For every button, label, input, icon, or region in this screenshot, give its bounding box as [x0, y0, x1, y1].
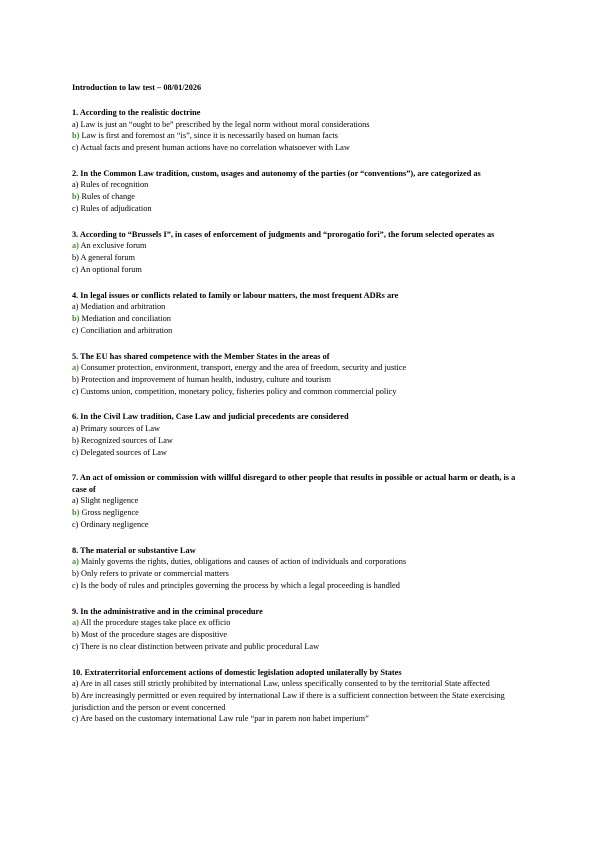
option-letter: a) — [72, 119, 79, 129]
option-text: There is no clear distinction between private and public procedural Law — [80, 641, 320, 651]
answer-option-b — [72, 435, 532, 447]
option-letter: b) — [72, 629, 79, 639]
option-text: Protection and improvement of human health, industry, culture and tourism — [81, 374, 331, 384]
question-1 — [72, 107, 532, 154]
answer-option-a — [72, 495, 532, 507]
option-text: Consumer protection, environment, transport, energy and the area of freedom, security and justice — [81, 363, 407, 373]
option-text: An exclusive forum — [80, 241, 147, 251]
option-letter: c) — [72, 325, 79, 335]
correct-answer-letter: a) — [72, 557, 79, 567]
option-letter: b) — [72, 435, 79, 445]
option-text: Are in all cases still strictly prohibited by international Law, unless specifically consented to by the territorial State affected — [80, 679, 490, 689]
option-text: Slight negligence — [80, 496, 139, 506]
answer-option-a — [72, 119, 532, 131]
option-text: Delegated sources of Law — [80, 447, 167, 457]
answer-option-a — [72, 301, 532, 313]
option-text: Only refers to private or commercial matters — [81, 569, 229, 579]
option-letter: c) — [72, 386, 79, 396]
question-9 — [72, 606, 532, 653]
option-letter: c) — [72, 714, 79, 724]
option-letter: a) — [72, 423, 79, 433]
answer-option-a — [72, 240, 532, 252]
question-statement: . According to “Brussels I”, in cases of enforcement of judgments and “prorogatio fori”, the forum selected operates as — [76, 229, 495, 239]
question-text — [72, 472, 532, 495]
option-text: Rules of recognition — [80, 180, 149, 190]
answer-option-c — [72, 447, 532, 459]
answer-option-a — [72, 362, 532, 374]
question-number: 1 — [72, 108, 77, 117]
question-text — [72, 107, 532, 119]
question-text — [72, 351, 532, 363]
question-text — [72, 168, 532, 180]
question-number: 7 — [72, 473, 77, 483]
correct-answer-letter: b) — [72, 508, 80, 518]
question-statement: . In the administrative and in the criminal procedure — [76, 606, 263, 616]
question-text — [72, 606, 532, 618]
answer-option-b — [72, 568, 532, 580]
question-text — [72, 290, 532, 302]
question-text — [72, 229, 532, 241]
correct-answer-letter: a) — [72, 363, 79, 373]
option-letter: c) — [72, 447, 79, 457]
answer-option-c — [72, 641, 532, 653]
option-letter: b) — [72, 569, 79, 579]
question-6 — [72, 411, 532, 458]
answer-option-a — [72, 423, 532, 435]
option-text: Mainly governs the rights, duties, obligations and causes of action of individuals and corporations — [81, 557, 407, 567]
option-text: Recognized sources of Law — [81, 435, 173, 445]
answer-option-c — [72, 713, 532, 725]
question-number: 10 — [72, 667, 81, 677]
answer-option-b — [72, 629, 532, 641]
answer-option-a — [72, 556, 532, 568]
option-text: Rules of change — [81, 192, 135, 202]
question-text — [72, 545, 532, 557]
answer-option-b — [72, 690, 532, 714]
option-letter: c) — [72, 580, 79, 590]
option-text: Are increasingly permitted or even required by international Law if there is a sufficient connection between the State exercising jurisdiction and the person or event concerned — [72, 690, 505, 712]
correct-answer-letter: b) — [72, 192, 80, 202]
answer-option-a — [72, 179, 532, 191]
option-text: Gross negligence — [81, 508, 139, 518]
option-letter: a) — [72, 180, 79, 190]
option-letter: c) — [72, 519, 79, 529]
question-statement: . The material or substantive Law — [76, 545, 196, 555]
option-letter: a) — [72, 496, 79, 506]
option-letter: a) — [72, 302, 79, 312]
question-statement: . According to the realistic doctrine — [76, 108, 201, 117]
question-statement: . In the Common Law tradition, custom, usages and autonomy of the parties (or “conventions”), are categorized as — [76, 168, 481, 178]
question-statement: . In legal issues or conflicts related to family or labour matters, the most frequent ADRs are — [76, 290, 399, 300]
option-text: Customs union, competition, monetary policy, fisheries policy and common commercial policy — [80, 386, 397, 396]
correct-answer-letter: a) — [72, 618, 79, 628]
option-letter: c) — [72, 203, 79, 213]
option-text: Mediation and arbitration — [80, 302, 166, 312]
answer-option-c — [72, 264, 532, 276]
question-statement: . An act of omission or commission with willful disregard to other people that results in possible or actual harm or death, is a case of — [72, 473, 516, 494]
answer-option-b — [72, 252, 532, 264]
option-text: Actual facts and present human actions have no correlation whatsoever with Law — [80, 143, 350, 153]
question-8 — [72, 545, 532, 592]
correct-answer-letter: b) — [72, 131, 80, 141]
option-letter: a) — [72, 679, 79, 689]
question-number: 9 — [72, 606, 77, 616]
answer-option-c — [72, 386, 532, 398]
test-content — [72, 82, 532, 739]
option-text: Rules of adjudication — [80, 203, 152, 213]
option-text: Ordinary negligence — [80, 519, 149, 529]
option-text: Are based on the customary international Law rule “par in parem non habet imperium” — [80, 714, 369, 724]
option-letter: b) — [72, 690, 79, 700]
option-letter: b) — [72, 374, 79, 384]
option-letter: b) — [72, 253, 79, 263]
question-statement: . The EU has shared competence with the Member States in the areas of — [76, 351, 330, 361]
question-10 — [72, 667, 532, 726]
option-text: All the procedure stages take place ex officio — [80, 618, 231, 628]
document-title: Introduction to law test – 08/01/2026 — [72, 83, 202, 92]
option-text: Conciliation and arbitration — [80, 325, 173, 335]
option-text: An optional forum — [80, 264, 142, 274]
answer-option-b — [72, 191, 532, 203]
question-5 — [72, 351, 532, 398]
question-2 — [72, 168, 532, 215]
question-number: 2 — [72, 168, 77, 178]
answer-option-a — [72, 617, 532, 629]
question-number: 8 — [72, 545, 77, 555]
correct-answer-letter: b) — [72, 313, 80, 323]
question-number: 4 — [72, 290, 77, 300]
question-7 — [72, 472, 532, 530]
answer-option-c — [72, 325, 532, 337]
option-text: A general forum — [80, 253, 135, 263]
option-text: Most of the procedure stages are dispositive — [81, 629, 228, 639]
question-3 — [72, 229, 532, 276]
option-letter: c) — [72, 641, 79, 651]
question-statement: . In the Civil Law tradition, Case Law and judicial precedents are considered — [76, 412, 349, 422]
question-number: 5 — [72, 351, 77, 361]
question-number: 6 — [72, 412, 77, 422]
answer-option-b — [72, 507, 532, 519]
answer-option-b — [72, 130, 532, 142]
question-statement: . Extraterritorial enforcement actions of domestic legislation adopted unilaterally by States — [80, 667, 402, 677]
option-text: Primary sources of Law — [80, 423, 161, 433]
option-letter: c) — [72, 143, 79, 153]
answer-option-c — [72, 142, 532, 154]
option-text: Law is just an “ought to be” prescribed by the legal norm without moral considerations — [80, 119, 370, 129]
question-list — [72, 107, 532, 725]
question-text — [72, 411, 532, 423]
answer-option-b — [72, 374, 532, 386]
answer-option-a — [72, 678, 532, 690]
option-text: Is the body of rules and principles governing the process by which a legal proceeding is handled — [80, 580, 400, 590]
answer-option-b — [72, 313, 532, 325]
option-text: Law is first and foremost an “is”, since it is necessarily based on human facts — [81, 131, 338, 141]
correct-answer-letter: a) — [72, 241, 79, 251]
answer-option-c — [72, 519, 532, 531]
answer-option-c — [72, 203, 532, 215]
option-letter: c) — [72, 264, 79, 274]
question-4 — [72, 290, 532, 337]
question-number: 3 — [72, 229, 77, 239]
question-text — [72, 667, 532, 679]
answer-option-c — [72, 580, 532, 592]
option-text: Mediation and conciliation — [81, 313, 171, 323]
